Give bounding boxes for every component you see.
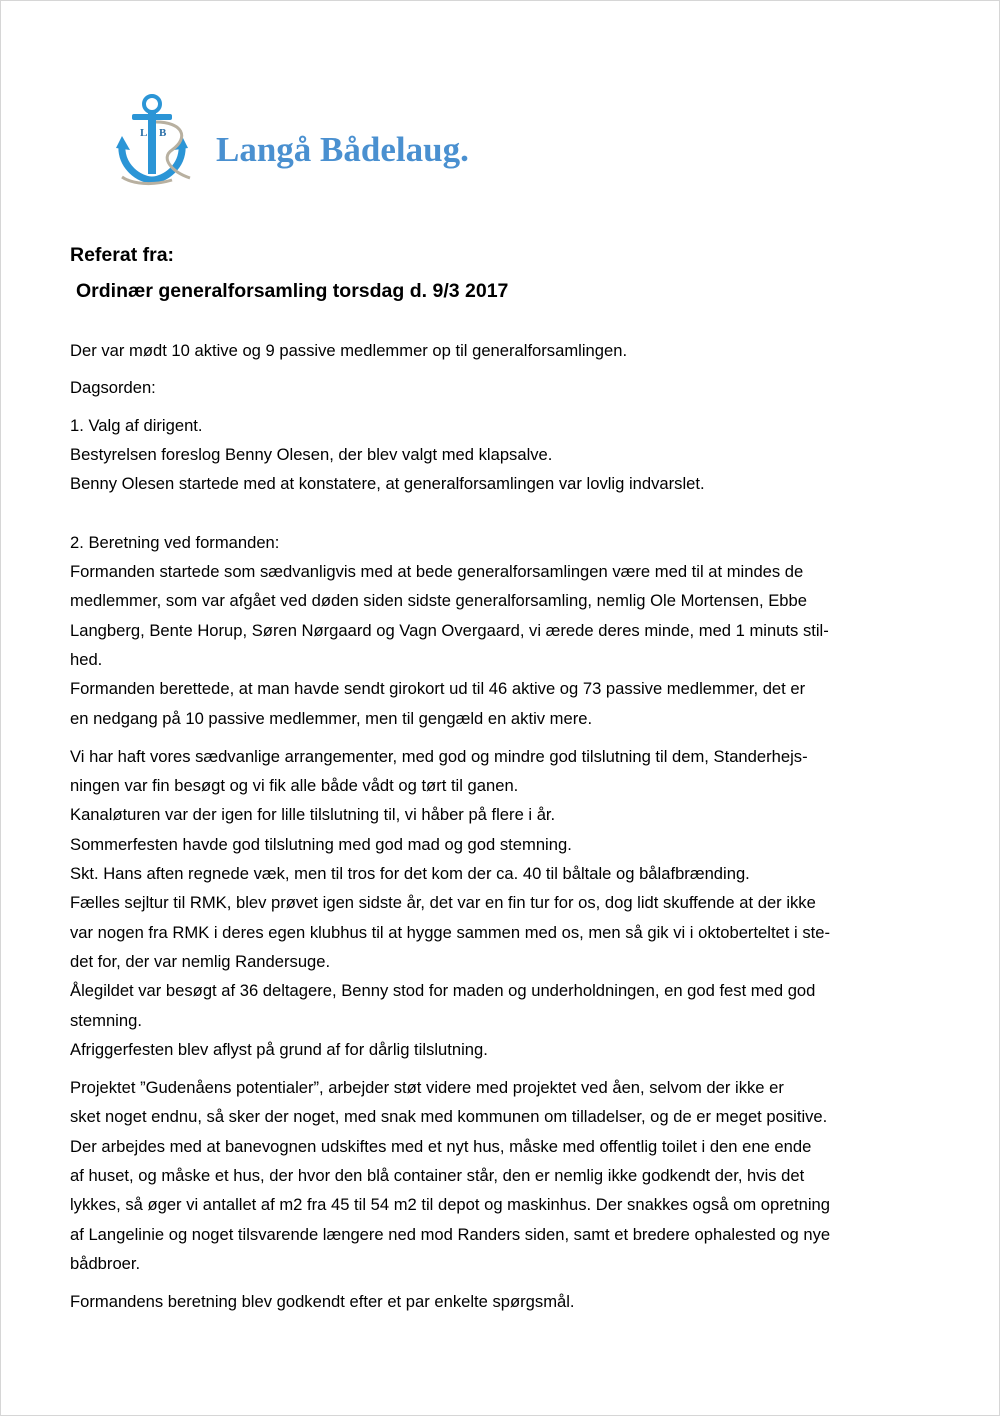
- attendance-line: Der var mødt 10 aktive og 9 passive medlemmer op til generalforsamlingen.: [70, 341, 628, 360]
- text-line: Skt. Hans aften regnede væk, men til tros for det kom der ca. 40 til båltale og bålafbrænding.: [70, 864, 750, 884]
- agenda-item-2: 2. Beretning ved formanden:: [70, 532, 280, 552]
- document-body: [70, 240, 940, 1317]
- text-line: Bestyrelsen foreslog Benny Olesen, der blev valgt med klapsalve.: [70, 444, 553, 464]
- text-line: Afriggerfesten blev aflyst på grund af for dårlig tilslutning.: [70, 1039, 488, 1059]
- logo-letter-l: L: [140, 127, 148, 139]
- text-line: lykkes, så øger vi antallet af m2 fra 45 til 54 m2 til depot og maskinhus. Der snakkes også om opretning: [70, 1195, 830, 1215]
- text-line: Projektet ”Gudenåens potentialer”, arbejder støt videre med projektet ved åen, selvom der ikke er: [70, 1078, 784, 1098]
- organization-name: Langå Bådelaug.: [216, 130, 469, 169]
- text-line: Benny Olesen startede med at konstatere, at generalforsamlingen var lovlig indvarslet.: [70, 474, 705, 494]
- blank-line: [70, 498, 940, 527]
- letterhead: [112, 92, 812, 192]
- heading-meeting-title: Ordinær generalforsamling torsdag d. 9/3 2017: [76, 280, 509, 302]
- text-line: hed.: [70, 649, 103, 669]
- heading-referat: Referat fra:: [70, 244, 175, 266]
- text-line: Kanaløturen var der igen for lille tilslutning til, vi håber på flere i år.: [70, 805, 556, 825]
- agenda-item-1: 1. Valg af dirigent.: [70, 415, 203, 435]
- text-line: Langberg, Bente Horup, Søren Nørgaard og Vagn Overgaard, vi ærede deres minde, med 1 minuts stil-: [70, 620, 829, 640]
- text-line: Vi har haft vores sædvanlige arrangementer, med god og mindre god tilslutning til dem, Standerhejs-: [70, 746, 808, 766]
- logo-letter-b: B: [159, 127, 167, 139]
- closing-line: Formandens beretning blev godkendt efter et par enkelte spørgsmål.: [70, 1292, 575, 1312]
- text-line: sket noget endnu, så sker der noget, med snak med kommunen om tilladelser, og de er meget positive.: [70, 1107, 828, 1127]
- text-line: Der arbejdes med at banevognen udskiftes med et nyt hus, måske med offentlig toilet i den ene ende: [70, 1136, 812, 1156]
- text-line: Formanden startede som sædvanligvis med at bede generalforsamlingen være med til at mindes de: [70, 562, 804, 582]
- text-line: en nedgang på 10 passive medlemmer, men til gengæld en aktiv mere.: [70, 708, 593, 728]
- text-line: Sommerfesten havde god tilslutning med god mad og god stemning.: [70, 834, 572, 854]
- text-line: det for, der var nemlig Randersuge.: [70, 951, 331, 971]
- text-line: af huset, og måske et hus, der hvor den blå container står, den er nemlig ikke godkendt der, hvis det: [70, 1166, 805, 1186]
- text-line: Formanden berettede, at man havde sendt girokort ud til 46 aktive og 73 passive medlemmer, det er: [70, 679, 806, 699]
- text-line: medlemmer, som var afgået ved døden siden sidste generalforsamling, nemlig Ole Mortensen, Ebbe: [70, 591, 807, 611]
- anchor-logo-icon: [112, 92, 202, 187]
- text-line: bådbroer.: [70, 1253, 141, 1273]
- text-line: stemning.: [70, 1010, 142, 1030]
- text-line: Ålegildet var besøgt af 36 deltagere, Benny stod for maden og underholdningen, en god fest med god: [70, 981, 816, 1001]
- text-line: ningen var fin besøgt og vi fik alle både vådt og tørt til ganen.: [70, 776, 519, 796]
- text-line: var nogen fra RMK i deres egen klubhus til at hygge sammen med os, men så gik vi i oktoberteltet i ste-: [70, 922, 830, 942]
- text-line: Fælles sejltur til RMK, blev prøvet igen sidste år, det var en fin tur for os, dog lidt skuffende at der ikke: [70, 893, 816, 913]
- agenda-label: Dagsorden:: [70, 378, 156, 398]
- text-line: af Langelinie og noget tilsvarende længere ned mod Randers siden, samt et bredere ophalested og nye: [70, 1224, 831, 1244]
